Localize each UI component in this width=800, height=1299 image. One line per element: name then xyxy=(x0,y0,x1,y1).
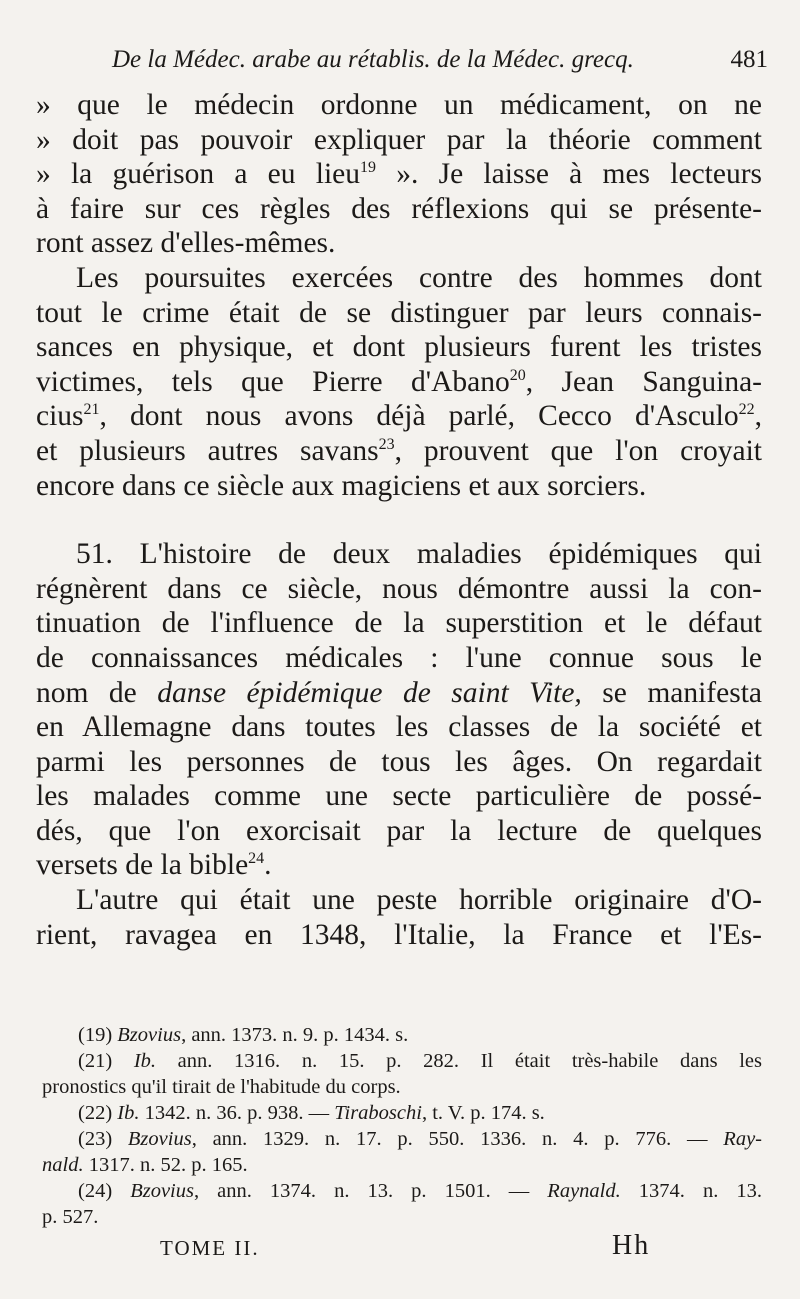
running-title: De la Médec. arabe au rétablis. de la Médec. grecq. xyxy=(112,46,634,73)
text-line: L'autre qui était une peste horrible originaire d'O- xyxy=(76,884,762,917)
paragraph-1 xyxy=(36,88,762,261)
footnote-ref-20: 20 xyxy=(509,366,526,384)
text-line: tinuation de l'influence de la superstition et le défaut xyxy=(36,607,762,640)
body-text xyxy=(36,88,762,952)
text-line: régnèrent dans ce siècle, nous démontre aussi la con- xyxy=(36,572,762,605)
footnote-ref-21: 21 xyxy=(83,401,100,419)
text-line: versets de la bible$^{24}$. xyxy=(36,849,272,882)
text-line: et plusieurs autres savans$^{23}$, prouvent que l'on croyait xyxy=(36,434,762,467)
signature: TOME II. xyxy=(160,1236,260,1260)
text-line: nom de danse épidémique de saint Vite, se manifesta xyxy=(36,676,762,709)
footnotes xyxy=(42,1022,762,1230)
text-line: en Allemagne dans toutes les classes de la société et xyxy=(36,711,762,744)
text-line: à faire sur ces règles des réflexions qui se présente- xyxy=(36,192,762,225)
page-number: 481 xyxy=(730,46,768,73)
running-head xyxy=(112,46,768,74)
footnote-22: (22) Ib. 1342. n. 36. p. 938. — Tiraboschi, t. V. p. 174. s. xyxy=(78,1102,545,1124)
text-line: cius$^{21}$, dont nous avons déjà parlé, Cecco d'Asculo$^{22}$, xyxy=(36,400,762,433)
text-line: sances en physique, et dont plusieurs furent les tristes xyxy=(36,331,762,364)
text-line: Les poursuites exercées contre des hommes dont xyxy=(76,261,762,294)
text-line: tout le crime était de se distinguer par leurs connais- xyxy=(36,296,762,329)
footnote-19: (19) Bzovius, ann. 1373. n. 9. p. 1434. s. xyxy=(78,1024,409,1046)
text-line: encore dans ce siècle aux magiciens et aux sorciers. xyxy=(36,469,647,502)
paragraph-2 xyxy=(36,261,762,503)
italic-term: danse épidémique de saint Vite, xyxy=(157,676,582,709)
footnote-ref-24: 24 xyxy=(248,850,265,868)
footnote-ref-19: 19 xyxy=(360,159,376,177)
text-line: dés, que l'on exorcisait par la lecture de quelques xyxy=(36,814,762,847)
section-51 xyxy=(36,537,762,883)
paragraph-4 xyxy=(36,883,762,952)
footnote-24: (24) Bzovius, ann. 1374. n. 13. p. 1501. — Raynald. 1374. n. 13. p. 527. xyxy=(42,1180,763,1228)
text-line: rient, ravagea en 1348, l'Italie, la France et l'Es- xyxy=(36,918,762,951)
text-line: » la guérison a eu lieu$^{19}$ ». Je laisse à mes lecteurs xyxy=(36,158,763,191)
footnote-ref-22: 22 xyxy=(738,401,755,419)
text-line: » doit pas pouvoir expliquer par la théorie comment xyxy=(36,123,762,156)
text-line: 51. L'histoire de deux maladies épidémiques qui xyxy=(76,538,762,571)
footnote-23: (23) Bzovius, ann. 1329. n. 17. p. 550. 1336. n. 4. p. 776. — Ray- nald. 1317. n. 52. p. 165. xyxy=(42,1128,762,1176)
footnote-21: (21) Ib. ann. 1316. n. 15. p. 282. Il était très-habile dans les pronostics qu'il tirait de l'habitude du corps. xyxy=(42,1050,762,1098)
text-line: victimes, tels que Pierre d'Abano$^{20}$, Jean Sanguina- xyxy=(36,365,762,398)
text-line: » que le médecin ordonne un médicament, on ne xyxy=(36,89,762,121)
footnote-ref-23: 23 xyxy=(378,435,395,453)
text-line: de connaissances médicales : l'une connue sous le xyxy=(36,641,762,674)
text-line: les malades comme une secte particulière de possé- xyxy=(36,780,762,813)
signature-mark: Hh xyxy=(612,1230,651,1261)
text-line: ront assez d'elles-mêmes. xyxy=(36,227,336,260)
text-line: parmi les personnes de tous les âges. On regardait xyxy=(36,745,762,778)
